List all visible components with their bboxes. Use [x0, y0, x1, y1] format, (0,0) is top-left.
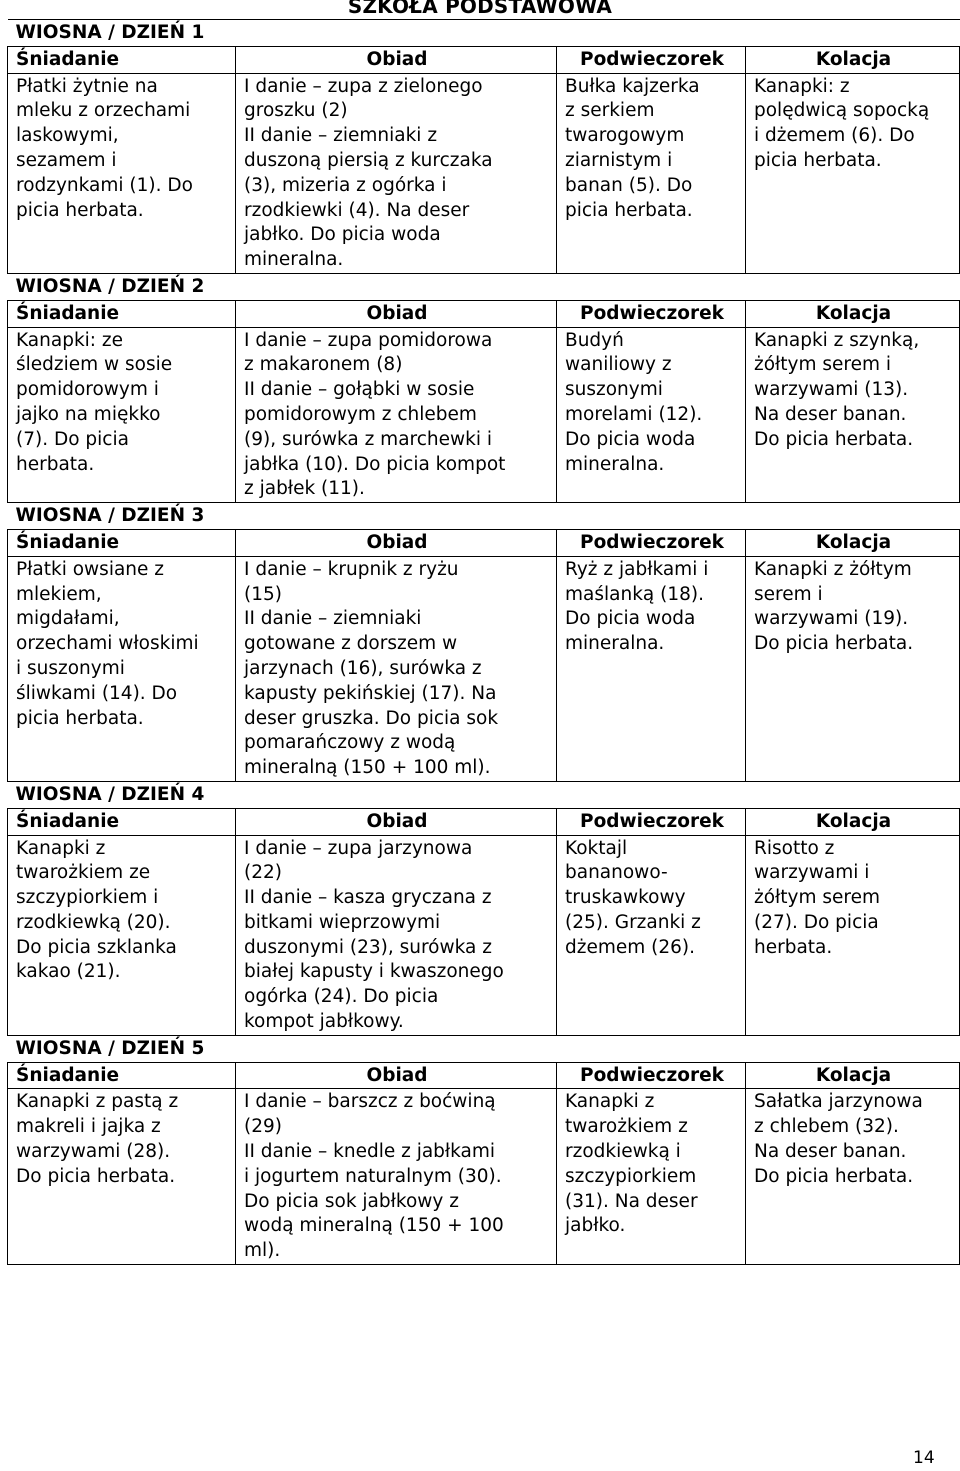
meal-header-breakfast: Śniadanie — [8, 46, 236, 73]
meal-header-lunch: Obiad — [236, 300, 557, 327]
meal-header-breakfast: Śniadanie — [8, 1062, 236, 1089]
meal-cell-lunch: I danie – zupa z zielonego groszku (2) II danie – ziemniaki z duszoną piersią z kurczaka (3), mizeria z ogórka i rzodkiewki (4). Na deser jabłko. Do picia woda mineralna. — [236, 73, 557, 273]
day-heading: WIOSNA / DZIEŃ 4 — [8, 781, 960, 808]
meal-header-dinner: Kolacja — [746, 1062, 960, 1089]
meal-row — [8, 327, 960, 503]
day-heading-row — [8, 781, 960, 808]
day-heading-row — [8, 20, 960, 47]
meal-cell-snack: Ryż z jabłkami i maślanką (18). Do picia woda mineralna. — [557, 556, 746, 781]
meal-row — [8, 73, 960, 273]
meal-header-snack: Podwieczorek — [557, 529, 746, 556]
meal-header-breakfast: Śniadanie — [8, 808, 236, 835]
meal-header-lunch: Obiad — [236, 46, 557, 73]
meal-row — [8, 556, 960, 781]
meal-cell-snack: Bułka kajzerka z serkiem twarogowym ziarnistym i banan (5). Do picia herbata. — [557, 73, 746, 273]
meal-cell-breakfast: Płatki owsiane z mlekiem, migdałami, orzechami włoskimi i suszonymi śliwkami (14). Do picia herbata. — [8, 556, 236, 781]
meal-cell-snack: Budyń waniliowy z suszonymi morelami (12). Do picia woda mineralna. — [557, 327, 746, 503]
meal-header-row — [8, 46, 960, 73]
day-heading: WIOSNA / DZIEŃ 2 — [8, 273, 960, 300]
meal-cell-breakfast: Kanapki z twarożkiem ze szczypiorkiem i rzodkiewką (20). Do picia szklanka kakao (21). — [8, 835, 236, 1035]
meal-cell-lunch: I danie – krupnik z ryżu (15) II danie – ziemniaki gotowane z dorszem w jarzynach (16), surówka z kapusty pekińskiej (17). Na deser gruszka. Do picia sok pomarańczowy z wodą mineralną (150 + 100 ml). — [236, 556, 557, 781]
day-heading: WIOSNA / DZIEŃ 1 — [8, 20, 960, 47]
meal-cell-dinner: Kanapki: z polędwicą sopocką i dżemem (6). Do picia herbata. — [746, 73, 960, 273]
day-heading-row — [8, 273, 960, 300]
meal-header-lunch: Obiad — [236, 1062, 557, 1089]
meal-header-snack: Podwieczorek — [557, 1062, 746, 1089]
meal-header-breakfast: Śniadanie — [8, 529, 236, 556]
meal-header-dinner: Kolacja — [746, 46, 960, 73]
meal-cell-dinner: Kanapki z szynką, żółtym serem i warzywami (13). Na deser banan. Do picia herbata. — [746, 327, 960, 503]
meal-header-row — [8, 529, 960, 556]
meal-row — [8, 835, 960, 1035]
day-heading: WIOSNA / DZIEŃ 3 — [8, 503, 960, 530]
meal-header-row — [8, 300, 960, 327]
menu-table — [7, 19, 960, 1265]
meal-header-lunch: Obiad — [236, 529, 557, 556]
day-heading-row — [8, 1035, 960, 1062]
meal-header-breakfast: Śniadanie — [8, 300, 236, 327]
meal-header-snack: Podwieczorek — [557, 808, 746, 835]
meal-header-lunch: Obiad — [236, 808, 557, 835]
meal-cell-breakfast: Kanapki: ze śledziem w sosie pomidorowym i jajko na miękko (7). Do picia herbata. — [8, 327, 236, 503]
meal-row — [8, 1089, 960, 1265]
meal-cell-snack: Kanapki z twarożkiem z rzodkiewką i szczypiorkiem (31). Na deser jabłko. — [557, 1089, 746, 1265]
meal-header-snack: Podwieczorek — [557, 46, 746, 73]
meal-header-row — [8, 1062, 960, 1089]
meal-header-snack: Podwieczorek — [557, 300, 746, 327]
day-heading: WIOSNA / DZIEŃ 5 — [8, 1035, 960, 1062]
meal-cell-lunch: I danie – zupa jarzynowa (22) II danie – kasza gryczana z bitkami wieprzowymi duszonymi (23), surówka z białej kapusty i kwaszonego ogórka (24). Do picia kompot jabłkowy. — [236, 835, 557, 1035]
meal-header-row — [8, 808, 960, 835]
meal-header-dinner: Kolacja — [746, 808, 960, 835]
meal-cell-breakfast: Kanapki z pastą z makreli i jajka z warzywami (28). Do picia herbata. — [8, 1089, 236, 1265]
page-title: SZKOŁA PODSTAWOWA — [347, 0, 613, 18]
meal-header-dinner: Kolacja — [746, 529, 960, 556]
page-number: 14 — [913, 1448, 935, 1468]
meal-cell-breakfast: Płatki żytnie na mleku z orzechami laskowymi, sezamem i rodzynkami (1). Do picia herbata. — [8, 73, 236, 273]
day-heading-row — [8, 503, 960, 530]
meal-cell-dinner: Risotto z warzywami i żółtym serem (27). Do picia herbata. — [746, 835, 960, 1035]
meal-cell-dinner: Sałatka jarzynowa z chlebem (32). Na deser banan. Do picia herbata. — [746, 1089, 960, 1265]
meal-cell-lunch: I danie – barszcz z boćwiną (29) II danie – knedle z jabłkami i jogurtem naturalnym (30). Do picia sok jabłkowy z wodą mineralną (150 + 100 ml). — [236, 1089, 557, 1265]
meal-cell-dinner: Kanapki z żółtym serem i warzywami (19). Do picia herbata. — [746, 556, 960, 781]
meal-header-dinner: Kolacja — [746, 300, 960, 327]
meal-cell-lunch: I danie – zupa pomidorowa z makaronem (8) II danie – gołąbki w sosie pomidorowym z chlebem (9), surówka z marchewki i jabłka (10). Do picia kompot z jabłek (11). — [236, 327, 557, 503]
meal-cell-snack: Koktajl bananowo- truskawkowy (25). Grzanki z dżemem (26). — [557, 835, 746, 1035]
